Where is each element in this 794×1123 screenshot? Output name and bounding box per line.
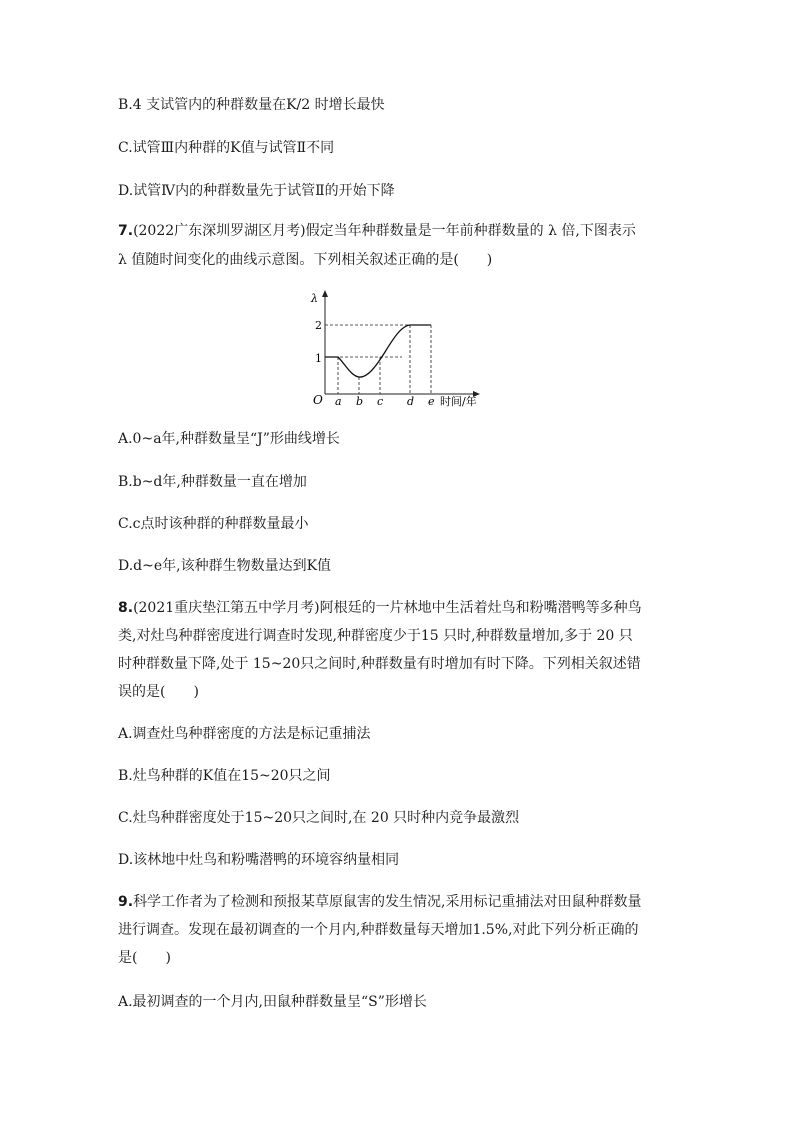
y-tick-1: 1 — [315, 352, 322, 365]
q8-option-d: D.该林地中灶鸟和粉嘴潜鸭的环境容纳量相同 — [118, 852, 400, 868]
q8-stem-line1 — [118, 599, 642, 617]
y-tick-2: 2 — [315, 319, 322, 332]
q9-stem-line3: 是( ) — [118, 950, 171, 966]
x-tick-b: b — [356, 395, 364, 408]
q8-stem-line4: 误的是( ) — [118, 684, 199, 700]
q9-stem-text: 科学工作者为了检测和预报某草原鼠害的发生情况,采用标记重捕法对田鼠种群数量 — [133, 894, 642, 910]
q7-stem-text: 假定当年种群数量是一年前种群数量的 λ 倍,下图表示 — [305, 223, 636, 239]
option-c-prev: C.试管Ⅲ内种群的K值与试管Ⅱ不同 — [118, 140, 335, 156]
y-axis-arrow — [322, 290, 328, 297]
y-axis-label: λ — [311, 292, 318, 305]
q7-option-c: C.c点时该种群的种群数量最小 — [118, 516, 309, 532]
q7-source: (2022广东深圳罗湖区月考) — [133, 223, 306, 239]
q9-number: 9. — [118, 894, 134, 910]
q8-number: 8. — [118, 600, 134, 616]
origin-label: O — [313, 393, 323, 407]
q8-stem-text: 阿根廷的一片林地中生活着灶鸟和粉嘴潜鸭等多种鸟 — [319, 600, 642, 616]
q7-option-d: D.d~e年,该种群生物数量达到K值 — [118, 558, 332, 574]
q8-option-a: A.调查灶鸟种群密度的方法是标记重捕法 — [118, 726, 371, 742]
q8-option-b: B.灶鸟种群的K值在15~20只之间 — [118, 768, 331, 784]
q7-stem-line2: λ 值随时间变化的曲线示意图。下列相关叙述正确的是( ) — [118, 252, 493, 268]
q8-source: (2021重庆垫江第五中学月考) — [133, 600, 320, 616]
q8-stem-line2: 类,对灶鸟种群密度进行调查时发现,种群密度少于15 只时,种群数量增加,多于 20 只 — [118, 628, 633, 644]
q9-stem-line1 — [118, 893, 642, 911]
x-tick-c: c — [377, 395, 384, 408]
x-tick-a: a — [335, 395, 342, 408]
option-d-prev: D.试管Ⅳ内的种群数量先于试管Ⅱ的开始下降 — [118, 183, 395, 199]
q9-stem-line2: 进行调查。发现在最初调查的一个月内,种群数量每天增加1.5%,对此下列分析正确的 — [118, 922, 639, 938]
q7-option-b: B.b~d年,种群数量一直在增加 — [118, 474, 307, 490]
option-b-prev: B.4 支试管内的种群数量在K/2 时增长最快 — [118, 97, 385, 113]
lambda-curve-figure — [305, 284, 485, 409]
lambda-curve — [325, 325, 431, 377]
q8-stem-line3: 时种群数量下降,处于 15~20只之间时,种群数量有时增加有时下降。下列相关叙述错 — [118, 656, 641, 672]
q7-stem-line1 — [118, 222, 636, 240]
q8-option-c: C.灶鸟种群密度处于15~20只之间时,在 20 只时种内竞争最激烈 — [118, 810, 520, 826]
q7-option-a: A.0~a年,种群数量呈“J”形曲线增长 — [118, 431, 340, 447]
x-tick-d: d — [407, 395, 415, 408]
x-tick-e: e — [428, 395, 435, 408]
x-axis-label: 时间/年 — [440, 395, 477, 408]
q7-number: 7. — [118, 223, 134, 239]
q9-option-a: A.最初调查的一个月内,田鼠种群数量呈“S”形增长 — [118, 994, 427, 1010]
